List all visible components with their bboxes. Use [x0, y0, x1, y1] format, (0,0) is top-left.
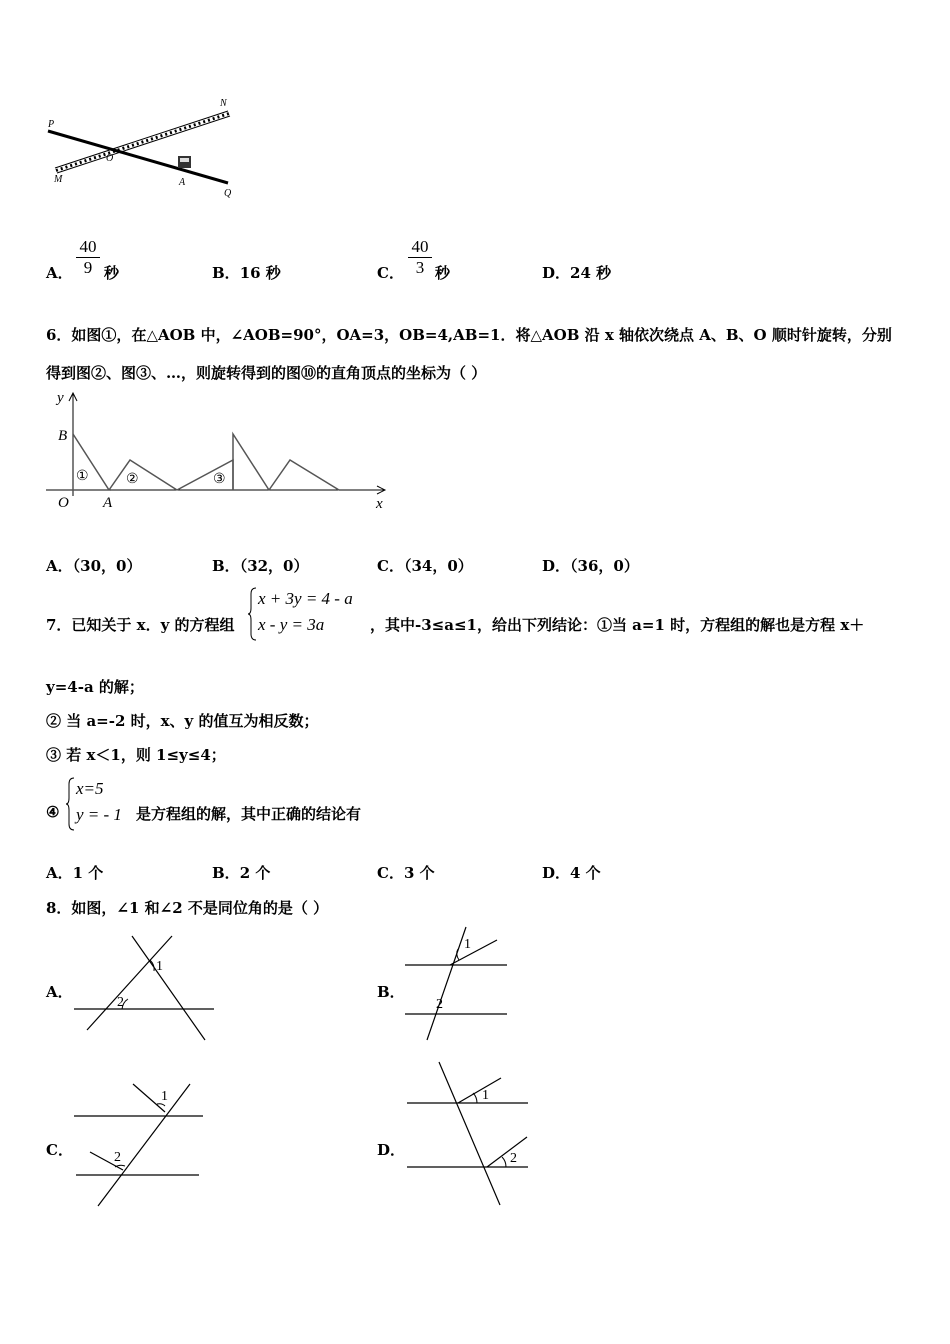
q7-option-a[interactable] [46, 862, 103, 883]
q7-option-a-text: 1 个 [72, 864, 104, 882]
q5-label-o: O [106, 153, 114, 164]
q5-label-p: P [48, 119, 55, 130]
q7-equation-2: x - y = 3a [258, 615, 325, 634]
q7-stem-continuation: y=4-a 的解； [46, 678, 144, 696]
q7-stem-prefix: 7．已知关于 x．y 的方程组 [46, 616, 235, 634]
q6-figure [44, 388, 394, 516]
q7-option-b-letter: B． [212, 864, 240, 882]
q6-label-b: B [58, 428, 68, 444]
q7-statement-4-suffix: 是方程组的解，其中正确的结论有 [136, 805, 362, 823]
q6-label-circle-2: ② [126, 472, 139, 487]
q5-option-c-fraction [408, 237, 432, 278]
q6-label-o: O [58, 495, 69, 511]
q7-option-d[interactable] [542, 862, 601, 883]
q5-option-d-text: 24 秒 [570, 264, 612, 282]
q6-option-c[interactable] [377, 555, 473, 576]
q8-stem: 8．如图，∠1 和∠2 不是同位角的是（ ） [46, 899, 329, 917]
q5-label-a: A [179, 177, 186, 188]
q5-option-c[interactable] [377, 262, 404, 283]
q6-triangle-2 [109, 460, 177, 490]
q5-option-a[interactable] [46, 262, 73, 283]
q8-option-b-angle-1: 1 [464, 937, 471, 952]
q7-option-d-text: 4 个 [570, 864, 601, 882]
q8-option-a-angle-2: 2 [117, 995, 124, 1010]
q5-option-c-letter: C． [377, 264, 404, 282]
q5-label-q: Q [224, 188, 232, 199]
q6-option-d[interactable] [542, 555, 639, 576]
q7-statement-4-prefix: ④ [46, 803, 60, 821]
q7-equation-1: x + 3y = 4 - a [258, 589, 353, 608]
q6-option-a[interactable] [46, 555, 141, 576]
q7-option-c[interactable] [377, 862, 435, 883]
q8-option-c-figure [70, 1080, 210, 1210]
q6-option-c-text: （34，0） [403, 557, 473, 575]
q6-triangle-4 [233, 434, 269, 490]
q5-option-c-denominator: 3 [415, 258, 425, 277]
q8-option-b-figure [400, 924, 515, 1044]
q6-option-a-text: （30，0） [72, 557, 142, 575]
q5-option-b[interactable] [212, 262, 281, 283]
q6-label-y: y [57, 390, 64, 406]
q8-option-c-angle-2: 2 [114, 1150, 121, 1165]
q6-stem-line2: 得到图②、图③、…，则旋转得到的图⑩的直角顶点的坐标为（ ） [46, 364, 487, 382]
q8-option-a-angle-1: 1 [156, 959, 163, 974]
q6-option-b[interactable] [212, 555, 309, 576]
q5-object-icon [178, 156, 191, 168]
q5-option-d-letter: D． [542, 264, 571, 282]
q5-label-m: M [54, 174, 63, 185]
q5-option-d[interactable] [542, 262, 611, 283]
q6-label-x: x [376, 496, 383, 512]
q5-option-a-numerator: 40 [79, 237, 97, 256]
q8-option-a-letter[interactable]: A． [46, 983, 73, 1001]
q8-option-d-figure [400, 1055, 535, 1210]
q6-option-c-letter: C． [377, 557, 404, 575]
q6-option-b-text: （32，0） [239, 557, 309, 575]
q7-system-brace [248, 586, 258, 642]
q5-label-n: N [220, 98, 227, 109]
q5-option-b-letter: B． [212, 264, 240, 282]
q6-label-a: A [103, 495, 113, 511]
q6-stem-line1: 6．如图①，在△AOB 中，∠AOB=90°，OA=3，OB=4,AB=1．将△AOB 沿 x 轴依次绕点 A、B、O 顺时针旋转，分别 [46, 326, 892, 344]
q5-option-a-unit: 秒 [104, 264, 120, 282]
q7-statement-3: ③ 若 x＜1，则 1≤y≤4； [46, 746, 226, 764]
q5-figure [40, 95, 250, 205]
q8-option-d-letter[interactable]: D． [377, 1141, 406, 1159]
q7-statement-4-eq2: y = - 1 [76, 805, 122, 824]
q6-option-a-letter: A． [46, 557, 73, 575]
q7-statement-2: ② 当 a=-2 时，x、y 的值互为相反数； [46, 712, 319, 730]
q6-triangle-5 [269, 460, 339, 490]
q8-option-d-angle-2: 2 [510, 1151, 517, 1166]
q7-option-b-text: 2 个 [239, 864, 271, 882]
q8-option-b-letter[interactable]: B． [377, 983, 405, 1001]
q7-statement-4-system [76, 776, 122, 828]
q6-option-d-letter: D． [542, 557, 571, 575]
q5-option-a-fraction [76, 237, 100, 278]
q8-option-c-letter[interactable]: C． [46, 1141, 73, 1159]
q7-statement-4-brace [66, 776, 76, 832]
q8-option-a-figure [70, 930, 220, 1045]
q7-option-c-letter: C． [377, 864, 404, 882]
q5-option-a-letter: A． [46, 264, 73, 282]
q7-system [258, 586, 353, 638]
q6-option-b-letter: B． [212, 557, 240, 575]
q5-option-c-numerator: 40 [411, 237, 429, 256]
q5-option-b-text: 16 秒 [239, 264, 281, 282]
q8-option-d-angle-1: 1 [482, 1088, 489, 1103]
q7-option-a-letter: A． [46, 864, 73, 882]
q5-line-pq [48, 131, 228, 183]
q5-option-c-unit: 秒 [435, 264, 451, 282]
q6-option-d-text: （36，0） [570, 557, 639, 575]
q8-option-c-angle-1: 1 [161, 1089, 168, 1104]
q7-option-d-letter: D． [542, 864, 571, 882]
q5-option-a-denominator: 9 [83, 258, 93, 277]
q7-stem-suffix: ，其中-3≤a≤1，给出下列结论：①当 a=1 时，方程组的解也是方程 x＋ [370, 616, 865, 634]
q8-option-b-angle-2: 2 [436, 997, 443, 1012]
q7-statement-4-eq1: x=5 [76, 779, 104, 798]
q6-label-circle-1: ① [76, 469, 89, 484]
q7-option-b[interactable] [212, 862, 270, 883]
q6-label-circle-3: ③ [213, 472, 226, 487]
q7-option-c-text: 3 个 [403, 864, 435, 882]
